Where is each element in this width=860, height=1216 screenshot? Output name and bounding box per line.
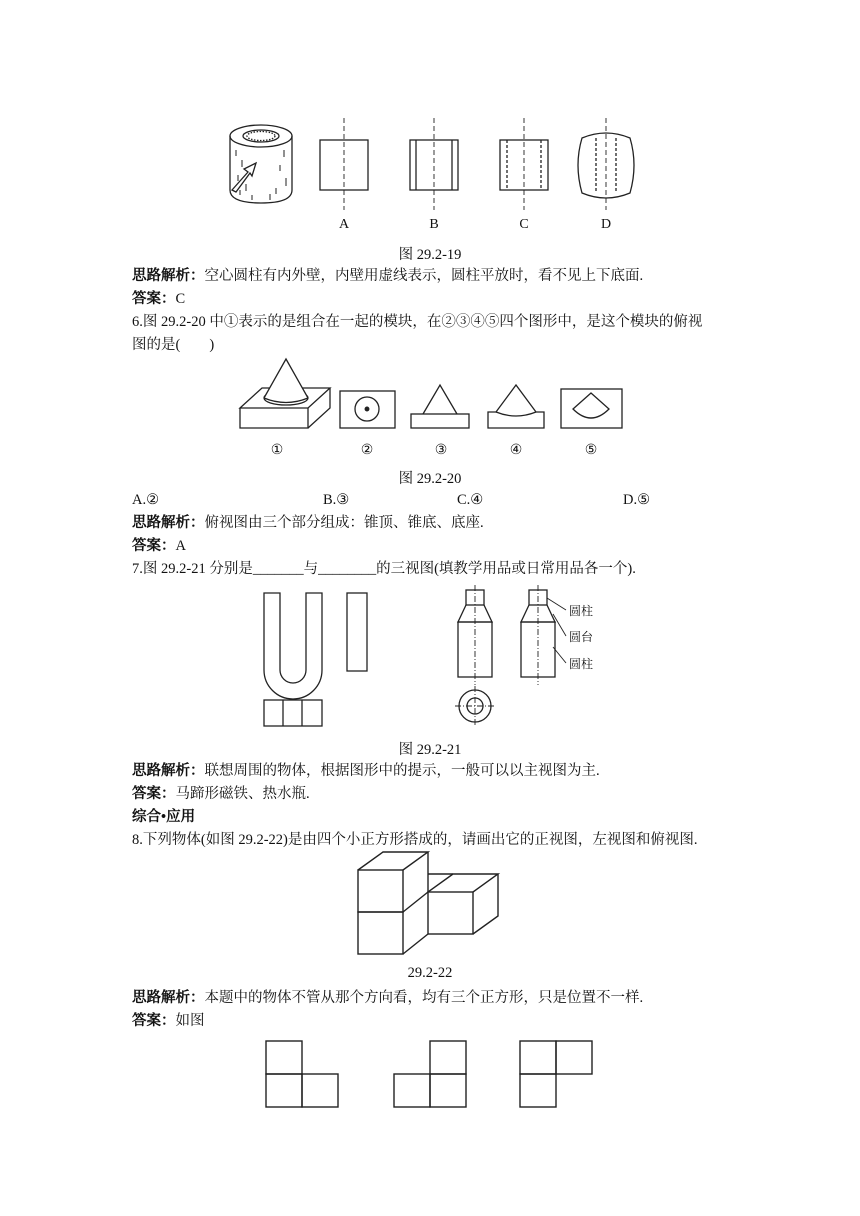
module-drawing [240,359,330,428]
answer-label: 答案： [132,1013,176,1029]
left-view-answer [394,1041,466,1107]
thermos-top-view [455,686,495,726]
fig20-label-3: ③ [434,443,448,458]
q7-analysis [132,761,600,781]
front-view-answer [266,1041,338,1107]
view-5-drawing [561,389,622,428]
caption-29-2-22: 29.2-22 [407,965,453,981]
label-frustum: 圆台 [569,630,594,644]
magnet-top-view [264,700,322,726]
label-cylinder-top: 圆柱 [569,604,594,618]
q5-analysis [132,266,643,286]
section-heading: 综合•应用 [132,809,196,825]
view-4-drawing [488,385,544,428]
analysis-label: 思路解析： [132,515,205,531]
option-d-drawing [578,118,634,210]
option-a-drawing [320,118,368,210]
label-c: C [519,217,529,232]
q8-stem: 8.下列物体(如图 29.2-22)是由四个小正方形搭成的，请画出它的正视图，左视图和俯视图. [132,832,698,848]
fig20-label-4: ④ [509,443,523,458]
label-b: B [429,217,439,232]
option-c-drawing [500,118,548,210]
answer-text: 如图 [175,1013,205,1029]
figure-29-2-20 [0,355,860,458]
q6-option-b: B.③ [323,492,350,508]
q6-answer [132,536,186,556]
fig20-label-5: ⑤ [584,443,598,458]
hollow-cylinder-drawing [230,125,292,203]
answer-text: C [175,291,186,307]
top-view-answer [520,1041,592,1107]
caption-29-2-20: 图 29.2-20 [398,471,462,487]
analysis-label: 思路解析： [132,268,205,284]
analysis-label: 思路解析： [132,763,205,779]
q6-option-a: A.② [132,492,160,508]
figure-29-2-21 [0,585,860,735]
figure-29-2-19 [0,0,860,240]
q7-stem: 7.图 29.2-21 分别是_______与________的三视图(填教学用品或日常用品各一个). [132,561,636,577]
label-a: A [338,217,350,232]
q6-option-c: C.④ [457,492,484,508]
answer-label: 答案： [132,291,176,307]
q6-option-d: D.⑤ [623,492,651,508]
label-d: D [600,217,612,232]
caption-29-2-19: 图 29.2-19 [398,247,462,263]
q6-stem-line1: 6.图 29.2-20 中①表示的是组合在一起的模块，在②③④⑤四个图形中，是这个模块的俯视 [132,314,703,330]
answer-label: 答案： [132,786,176,802]
q5-answer [132,289,185,309]
fig20-label-2: ② [360,443,374,458]
analysis-text: 联想周围的物体，根据图形中的提示，一般可以以主视图为主. [204,763,600,779]
caption-29-2-21: 图 29.2-21 [398,742,462,758]
fig20-label-1: ① [270,443,284,458]
analysis-text: 空心圆柱有内外壁，内壁用虚线表示，圆柱平放时，看不见上下底面. [204,268,644,284]
analysis-text: 本题中的物体不管从那个方向看，均有三个正方形，只是位置不一样. [204,990,644,1006]
answer-text: 马蹄形磁铁、热水瓶. [175,786,310,802]
answer-views [0,1038,860,1118]
answer-label: 答案： [132,538,176,554]
option-b-drawing [410,118,458,210]
thermos-front-view [458,585,492,685]
magnet-front-view [264,593,322,699]
q8-analysis [132,988,643,1008]
label-cylinder-bottom: 圆柱 [569,657,594,671]
view-3-drawing [411,385,469,428]
q6-analysis [132,513,484,533]
analysis-label: 思路解析： [132,990,205,1006]
thermos-side-view [521,585,566,685]
q8-answer [132,1011,205,1031]
answer-text: A [175,538,186,554]
analysis-text: 俯视图由三个部分组成：锥顶、锥底、底座. [204,515,484,531]
q6-stem-line2: 图的是( ) [132,337,215,353]
q7-answer [132,784,310,804]
view-2-drawing [340,391,395,428]
magnet-side-view [347,593,367,671]
figure-29-2-22 [0,850,860,960]
